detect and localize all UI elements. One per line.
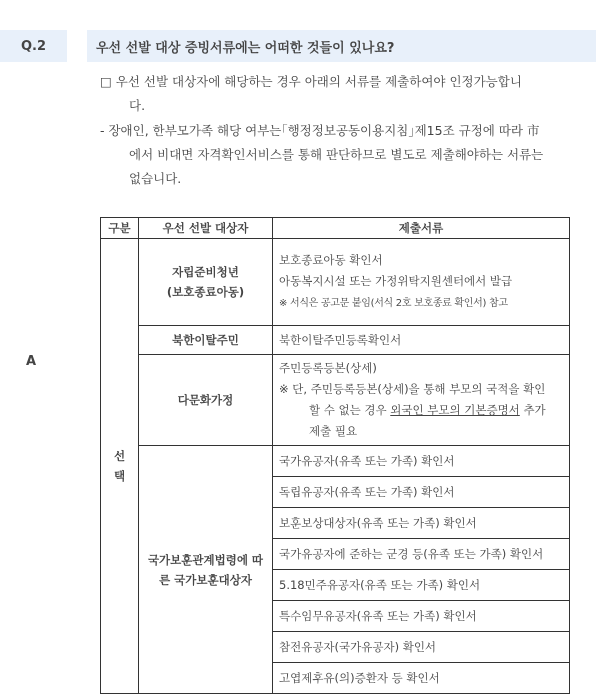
- target-text: 북한이탈주민: [172, 333, 239, 347]
- document-item: 주민등록등본(상세): [279, 361, 377, 375]
- document-note: ※ 단, 주민등록등본(상세)을 통해 부모의 국적을 확인: [279, 382, 546, 396]
- document-item: 참전유공자(국가유공자) 확인서: [279, 640, 437, 654]
- note-text: 추가: [523, 403, 546, 417]
- target-cell: [139, 326, 273, 355]
- exemption-line-3: 없습니다.: [129, 171, 182, 186]
- question-title: 우선 선발 대상 증빙서류에는 어떠한 것들이 있나요?: [87, 30, 596, 62]
- document-item: 보훈보상대상자(유족 또는 가족) 확인서: [279, 516, 477, 530]
- exemption-line-2: 에서 비대면 자격확인서비스를 통해 판단하므로 별도로 제출해야하는 서류는: [129, 147, 544, 162]
- document-note: ※ 서식은 공고문 붙임(서식 2호 보호종료 확인서) 참고: [279, 298, 508, 309]
- document-item: 고엽제후유(의)증환자 등 확인서: [279, 671, 440, 685]
- documents-cell: [273, 446, 570, 477]
- document-item: 북한이탈주민등록확인서: [279, 332, 402, 347]
- table-row: [101, 355, 570, 446]
- target-text: (보호종료아동): [166, 285, 245, 299]
- documents-cell: [273, 539, 570, 570]
- documents-cell: [273, 239, 570, 326]
- target-text: 른 국가보훈대상자: [159, 572, 252, 587]
- documents-cell: [273, 355, 570, 446]
- note-text: 할 수 없는 경우: [309, 403, 387, 417]
- documents-cell: [273, 601, 570, 632]
- table-header-row: [101, 218, 570, 239]
- exemption-paragraph: [100, 119, 590, 191]
- documents-table: [100, 217, 570, 694]
- document-item: 국가유공자에 준하는 군경 등(유족 또는 가족) 확인서: [279, 547, 544, 561]
- target-cell: [139, 446, 273, 694]
- answer-label: A: [26, 354, 37, 369]
- exemption-line-1: - 장애인, 한부모가족 해당 여부는｢행정정보공동이용지침｣제15조 규정에 따라 市: [100, 123, 540, 138]
- document-item: 독립유공자(유족 또는 가족) 확인서: [279, 485, 455, 499]
- documents-cell: [273, 477, 570, 508]
- notice-line-2: 다.: [129, 98, 146, 113]
- target-cell: [139, 239, 273, 326]
- documents-cell: [273, 663, 570, 694]
- document-note-cont: 제출 필요: [309, 424, 358, 438]
- document-item: 아동복지시설 또는 가정위탁지원센터에서 발급: [279, 274, 513, 288]
- category-char-2: 택: [113, 469, 126, 483]
- documents-cell: [273, 326, 570, 355]
- header-documents: 제출서류: [273, 218, 570, 239]
- table-row: [101, 239, 570, 326]
- target-text: 자립준비청년: [172, 265, 239, 279]
- header-category: 구분: [101, 218, 139, 239]
- documents-cell: [273, 570, 570, 601]
- document-item: 국가유공자(유족 또는 가족) 확인서: [279, 454, 455, 468]
- header-target: 우선 선발 대상자: [139, 218, 273, 239]
- category-char-1: 선: [113, 449, 126, 463]
- document-item: 보호종료아동 확인서: [279, 253, 383, 267]
- documents-cell: [273, 508, 570, 539]
- document-note-cont: [279, 400, 563, 421]
- document-item: 5.18민주유공자(유족 또는 가족) 확인서: [279, 578, 481, 592]
- target-cell: [139, 355, 273, 446]
- documents-cell: [273, 632, 570, 663]
- table-row: [101, 446, 570, 477]
- target-text: 다문화가정: [177, 393, 234, 407]
- document-item: 특수임무유공자(유족 또는 가족) 확인서: [279, 609, 477, 623]
- notice-line-1: □ 우선 선발 대상자에 해당하는 경우 아래의 서류를 제출하여야 인정가능합니: [100, 74, 522, 89]
- category-cell: [101, 239, 139, 694]
- notice-paragraph: [100, 70, 590, 118]
- table-row: [101, 326, 570, 355]
- target-text: 국가보훈관계법령에 따: [147, 552, 264, 567]
- question-label: Q.2: [0, 30, 67, 62]
- note-underlined: 외국인 부모의 기본증명서: [390, 403, 520, 417]
